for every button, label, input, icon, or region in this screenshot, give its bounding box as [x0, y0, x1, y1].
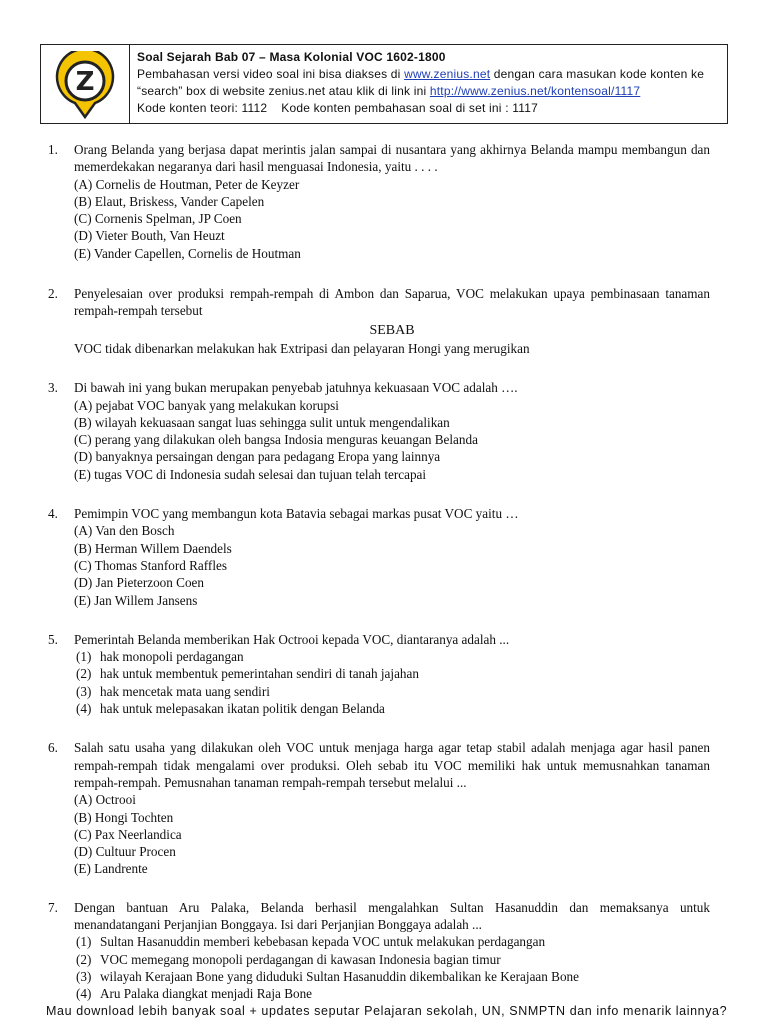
option-d: (D) Vieter Bouth, Van Heuzt — [74, 228, 225, 244]
option-b: (B) Herman Willem Daendels — [74, 540, 232, 556]
statement-2 — [74, 665, 710, 682]
question-stem: Salah satu usaha yang dilakukan oleh VOC untuk menjaga harga agar tetap stabil adalah menjaga agar hasil panen rempah-rempah tidak mengalami over produksi. Oleh sebab itu VOC memiliki hak untuk memusnahkan tanaman rempah-rempah. Pemusnahan tanaman rempah-rempah tersebut melalui ... — [74, 740, 710, 790]
question-3 — [48, 379, 710, 483]
statement-3 — [74, 683, 710, 700]
question-4 — [48, 505, 710, 609]
statement-number: (3) — [76, 968, 92, 984]
option-e: (E) Landrente — [74, 861, 148, 877]
header-text — [137, 49, 721, 117]
question-number: 2. — [48, 286, 58, 302]
logo-cell — [41, 45, 130, 123]
option-b: (B) wilayah kekuasaan sangat luas sehingga sulit untuk mengendalikan — [74, 414, 450, 430]
question-number: 3. — [48, 380, 58, 396]
zenius-link[interactable]: www.zenius.net — [404, 67, 491, 81]
sebab-label: SEBAB — [369, 322, 415, 338]
statement-text: hak untuk melepasakan ikatan politik dengan Belanda — [100, 701, 385, 717]
option-b: (B) Elaut, Briskess, Vander Capelen — [74, 193, 265, 209]
question-number: 6. — [48, 740, 58, 756]
kode-pembahasan: Kode konten pembahasan soal di set ini : 1117 — [281, 101, 538, 115]
question-stem: Pemimpin VOC yang membangun kota Batavia sebagai markas pusat VOC yaitu … — [74, 506, 519, 522]
option-e: (E) Vander Capellen, Cornelis de Houtman — [74, 245, 301, 261]
header-line2-suffix: dengan cara masukan kode konten ke — [490, 67, 705, 81]
question-stem: Pemerintah Belanda memberikan Hak Octrooi kepada VOC, diantaranya adalah ... — [74, 631, 510, 647]
question-list — [48, 141, 710, 1002]
option-b: (B) Hongi Tochten — [74, 809, 174, 825]
question-number: 1. — [48, 142, 58, 157]
statement-text: wilayah Kerajaan Bone yang diduduki Sultan Hasanuddin dikembalikan ke Kerajaan Bone — [100, 968, 580, 984]
option-a: (A) Octrooi — [74, 792, 136, 808]
statement-number: (3) — [76, 683, 92, 699]
question-6 — [48, 739, 710, 877]
document-title: Soal Sejarah Bab 07 – Masa Kolonial VOC 1602-1800 — [137, 50, 446, 64]
header-line-4 — [137, 100, 721, 117]
header-box — [40, 44, 728, 124]
statement-1 — [74, 933, 710, 950]
statement-number: (1) — [76, 649, 92, 665]
statement-number: (1) — [76, 934, 92, 950]
question-stem: Di bawah ini yang bukan merupakan penyebab jatuhnya kekuasaan VOC adalah …. — [74, 380, 518, 396]
option-a: (A) Van den Bosch — [74, 523, 175, 539]
logo-letter: Z — [75, 67, 95, 97]
question-stem: Dengan bantuan Aru Palaka, Belanda berhasil mengalahkan Sultan Hasanuddin dan memaksanya untuk menandatangani Perjanjian Bonggaya. Isi dari Perjanjian Bonggaya adalah ... — [74, 899, 710, 932]
statement-3 — [74, 968, 710, 985]
statement-text: Aru Palaka diangkat menjadi Raja Bone — [100, 986, 313, 1002]
header-line3-prefix: “search” box di website zenius.net atau klik di link ini — [137, 84, 430, 98]
option-c: (C) Cornenis Spelman, JP Coen — [74, 211, 242, 227]
option-a: (A) pejabat VOC banyak yang melakukan korupsi — [74, 397, 339, 413]
statement-text: hak monopoli perdagangan — [100, 649, 244, 665]
question-1 — [48, 141, 710, 262]
statement-4 — [74, 700, 710, 717]
statement-number: (4) — [76, 986, 92, 1002]
header-line-2 — [137, 66, 721, 83]
option-e: (E) tugas VOC di Indonesia sudah selesai dan tujuan telah tercapai — [74, 466, 427, 482]
header-line2-prefix: Pembahasan versi video soal ini bisa diakses di — [137, 67, 405, 81]
question-number: 7. — [48, 899, 58, 915]
header-line-3 — [137, 83, 721, 100]
statement-text: hak mencetak mata uang sendiri — [100, 683, 270, 699]
option-c: (C) Thomas Stanford Raffles — [74, 557, 227, 573]
option-d: (D) banyaknya persaingan dengan para pedagang Eropa yang lainnya — [74, 449, 441, 465]
question-stem: Penyelesaian over produksi rempah-rempah di Ambon dan Saparua, VOC melakukan upaya pembinasaan tanaman rempah-rempah tersebut — [74, 286, 710, 319]
statement-4 — [74, 985, 710, 1002]
option-c: (C) perang yang dilakukan oleh bangsa Indosia menguras keuangan Belanda — [74, 432, 478, 448]
question-7 — [48, 899, 710, 1003]
statement-number: (4) — [76, 701, 92, 717]
option-a: (A) Cornelis de Houtman, Peter de Keyzer — [74, 176, 300, 192]
question-number: 4. — [48, 506, 58, 522]
option-c: (C) Pax Neerlandica — [74, 826, 182, 842]
reason-statement: VOC tidak dibenarkan melakukan hak Extripasi dan pelayaran Hongi yang merugikan — [74, 340, 530, 356]
statement-text: VOC memegang monopoli perdagangan di kawasan Indonesia bagian timur — [100, 951, 501, 967]
zenius-logo-icon — [55, 51, 115, 119]
statement-text: hak untuk membentuk pemerintahan sendiri di tanah jajahan — [100, 666, 419, 682]
statement-text: Sultan Hasanuddin memberi kebebasan kepada VOC untuk melakukan perdagangan — [100, 934, 546, 950]
option-e: (E) Jan Willem Jansens — [74, 592, 198, 608]
question-number: 5. — [48, 631, 58, 647]
question-2 — [48, 285, 710, 357]
footer-promo: Mau download lebih banyak soal + updates seputar Pelajaran sekolah, UN, SNMPTN dan info menarik lainnya? — [46, 1004, 728, 1018]
kontensoal-link[interactable]: http://www.zenius.net/kontensoal/1117 — [429, 84, 641, 98]
statement-2 — [74, 951, 710, 968]
statement-1 — [74, 648, 710, 665]
question-stem: Orang Belanda yang berjasa dapat merintis jalan sampai di nusantara yang akhirnya Belanda mampu membangun dan memerdekakan negaranya dari hasil menguasai Indonesia, yaitu . . . . — [74, 142, 710, 175]
statement-number: (2) — [76, 666, 92, 682]
question-5 — [48, 631, 710, 717]
option-d: (D) Cultuur Procen — [74, 844, 176, 860]
kode-teori: Kode konten teori: 1112 — [137, 101, 268, 115]
option-d: (D) Jan Pieterzoon Coen — [74, 575, 205, 591]
statement-number: (2) — [76, 951, 92, 967]
